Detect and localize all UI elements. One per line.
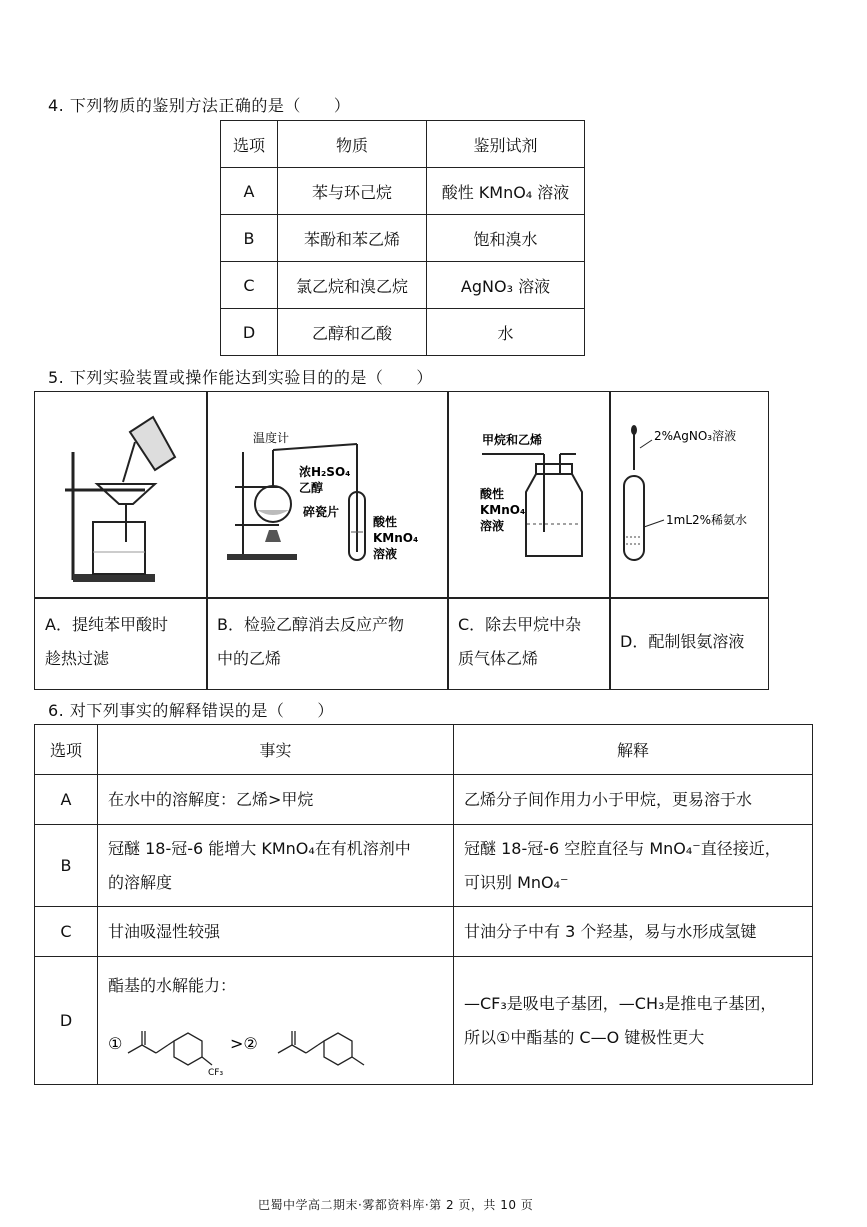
- table-row: [35, 725, 813, 775]
- table-cell: 乙烯分子间作用力小于甲烷，更易溶于水: [454, 775, 813, 825]
- header-cell: 事实: [98, 725, 454, 775]
- cf3-label: CF₃: [208, 1068, 224, 1077]
- table-row: [35, 825, 813, 907]
- table-cell: 苯酚和苯乙烯: [278, 215, 427, 262]
- table-cell: [98, 825, 454, 907]
- gas-washing-bottle-icon: [448, 392, 610, 598]
- ammonia-label: 1mL2%稀氨水: [666, 513, 748, 527]
- chips-label: 碎瓷片: [303, 505, 340, 519]
- table-cell: [98, 957, 454, 1085]
- option-c-line1: C．除去甲烷中杂: [458, 615, 582, 634]
- table-cell: 氯乙烷和溴乙烷: [278, 262, 427, 309]
- ethanol-label: 乙醇: [299, 481, 324, 495]
- header-cell: 选项: [35, 725, 98, 775]
- option-c-line2: 质气体乙烯: [458, 649, 539, 668]
- explanation-line: 可识别 MnO₄⁻: [464, 872, 569, 892]
- option-b-line2: 中的乙烯: [217, 649, 282, 668]
- table-row: [221, 262, 585, 309]
- kmno4-label-1: 酸性: [373, 515, 398, 529]
- agno3-label: 2%AgNO₃溶液: [654, 429, 737, 443]
- fact-line: 的溶解度: [108, 872, 173, 892]
- explanation-line: —CF₃是吸电子基团，—CH₃是推电子基团，: [464, 993, 777, 1013]
- q4-table: [220, 120, 585, 356]
- q6-title: 6. 对下列事实的解释错误的是（ ）: [48, 701, 334, 720]
- gas-label: 甲烷和乙烯: [482, 433, 543, 447]
- header-cell: 物质: [278, 121, 427, 168]
- table-row: [221, 168, 585, 215]
- table-row: [221, 215, 585, 262]
- apparatus-c-cell: [447, 391, 611, 599]
- table-cell: C: [221, 262, 278, 309]
- header-cell: 解释: [454, 725, 813, 775]
- table-cell: D: [221, 309, 278, 356]
- fact-line: 酯基的水解能力：: [108, 976, 237, 995]
- c-solution-label-1: 酸性: [480, 487, 505, 501]
- table-row: [35, 957, 813, 1085]
- filtration-apparatus-icon: [35, 392, 207, 598]
- option-a-line2: 趁热过滤: [45, 649, 110, 668]
- ester-structures-icon: [108, 1007, 428, 1077]
- table-cell: D: [35, 957, 98, 1085]
- option-d-line1: D．配制银氨溶液: [620, 632, 745, 651]
- table-cell: AgNO₃ 溶液: [427, 262, 585, 309]
- explanation-line: 所以①中酯基的 C—O 键极性更大: [464, 1027, 705, 1047]
- option-c-cell: [447, 597, 611, 690]
- header-cell: 选项: [221, 121, 278, 168]
- table-cell: C: [35, 907, 98, 957]
- kmno4-label-3: 溶液: [373, 547, 398, 561]
- option-d-cell: [609, 597, 769, 690]
- table-cell: [454, 825, 813, 907]
- kmno4-label-2: KMnO₄: [373, 531, 419, 545]
- table-cell: 苯与环己烷: [278, 168, 427, 215]
- table-cell: 在水中的溶解度：乙烯>甲烷: [98, 775, 454, 825]
- compound-1-marker: ①: [108, 1034, 123, 1053]
- table-row: [221, 309, 585, 356]
- table-cell: 乙醇和乙酸: [278, 309, 427, 356]
- q5-title: 5. 下列实验装置或操作能达到实验目的的是（ ）: [48, 368, 433, 387]
- table-row: [35, 907, 813, 957]
- q4-title: 4. 下列物质的鉴别方法正确的是（ ）: [48, 96, 351, 115]
- q6-table: [34, 724, 813, 1085]
- apparatus-a-cell: [34, 391, 208, 599]
- acid-label: 浓H₂SO₄: [299, 465, 351, 479]
- apparatus-b-cell: [206, 391, 449, 599]
- apparatus-d-cell: [609, 391, 769, 599]
- page-footer: 巴蜀中学高二期末·雾都资料库·第 2 页，共 10 页: [258, 1198, 534, 1212]
- test-tube-dropper-icon: [610, 392, 768, 598]
- fact-line: 冠醚 18-冠-6 能增大 KMnO₄在有机溶剂中: [108, 838, 411, 858]
- table-cell: 酸性 KMnO₄ 溶液: [427, 168, 585, 215]
- table-cell: 水: [427, 309, 585, 356]
- option-b-cell: [206, 597, 449, 690]
- option-a-cell: [34, 597, 208, 690]
- table-cell: [454, 957, 813, 1085]
- table-cell: 甘油分子中有 3 个羟基，易与水形成氢键: [454, 907, 813, 957]
- table-cell: A: [221, 168, 278, 215]
- table-cell: 甘油吸湿性较强: [98, 907, 454, 957]
- comparison-marker: >②: [230, 1034, 258, 1053]
- option-b-line1: B．检验乙醇消去反应产物: [217, 615, 404, 634]
- ethylene-apparatus-icon: [207, 392, 448, 598]
- c-solution-label-3: 溶液: [480, 519, 505, 533]
- table-cell: 饱和溴水: [427, 215, 585, 262]
- table-row: [35, 775, 813, 825]
- option-a-line1: A．提纯苯甲酸时: [45, 615, 168, 634]
- c-solution-label-2: KMnO₄: [480, 503, 526, 517]
- table-cell: B: [221, 215, 278, 262]
- table-cell: A: [35, 775, 98, 825]
- explanation-line: 冠醚 18-冠-6 空腔直径与 MnO₄⁻直径接近，: [464, 838, 781, 858]
- table-row: [221, 121, 585, 168]
- table-cell: B: [35, 825, 98, 907]
- thermometer-label: 温度计: [253, 431, 290, 445]
- header-cell: 鉴别试剂: [427, 121, 585, 168]
